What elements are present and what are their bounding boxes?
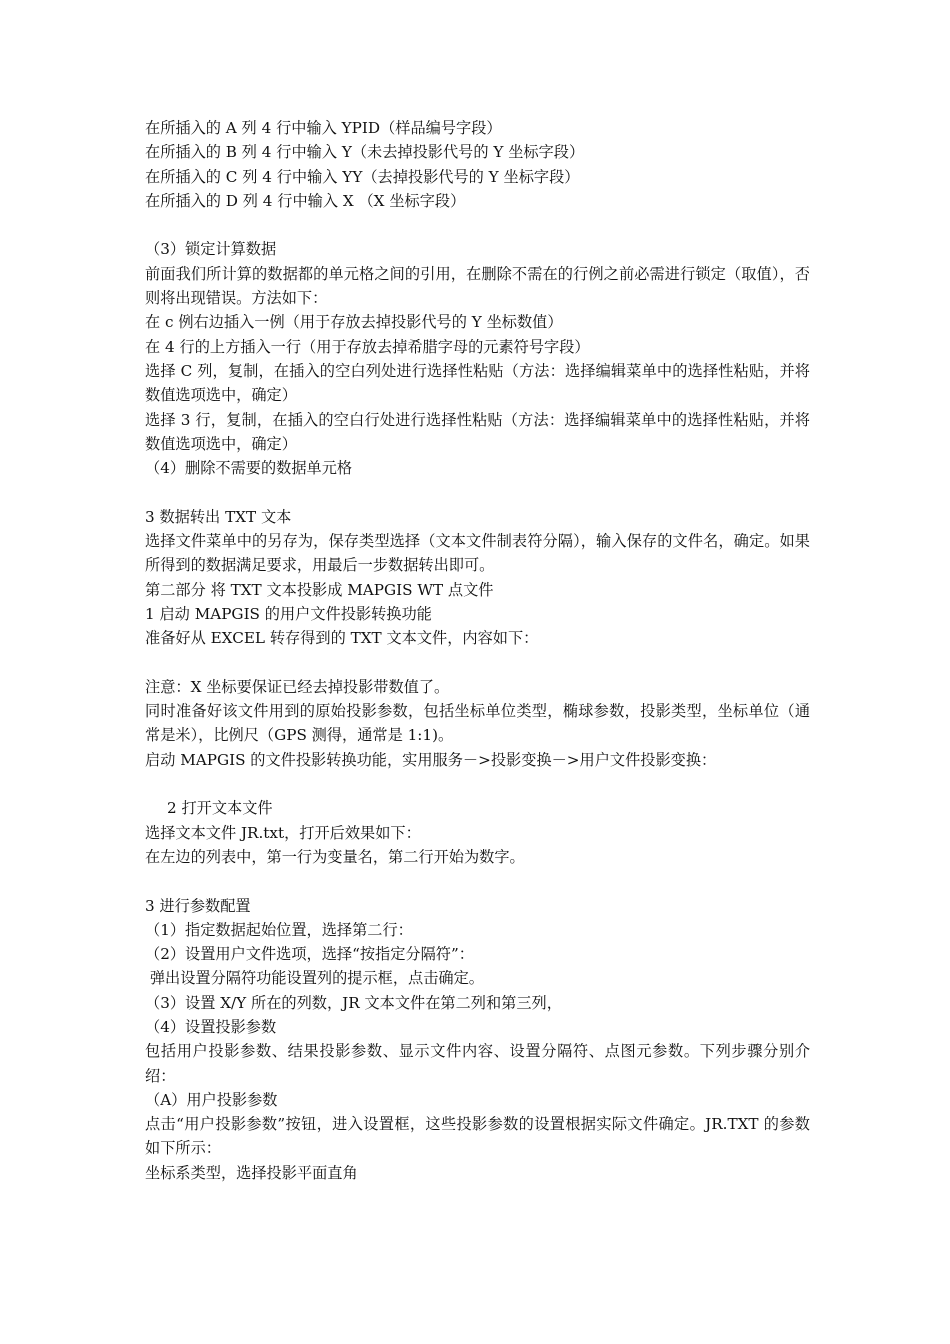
paragraph-line: 选择文本文件 JR.txt，打开后效果如下： bbox=[145, 823, 421, 842]
paragraph-line: 在所插入的 C 列 4 行中输入 YY（去掉投影代号的 Y 坐标字段） bbox=[145, 167, 580, 186]
blank-line bbox=[145, 480, 810, 504]
paragraph-line: （A）用户投影参数 bbox=[145, 1090, 278, 1109]
paragraph-line: 坐标系类型，选择投影平面直角 bbox=[145, 1163, 358, 1182]
section-heading: 3 数据转出 TXT 文本 bbox=[145, 507, 292, 526]
paragraph-line: （4）设置投影参数 bbox=[145, 1017, 277, 1036]
paragraph-line: 在所插入的 D 列 4 行中输入 X （X 坐标字段） bbox=[145, 191, 466, 210]
paragraph-line: （1）指定数据起始位置，选择第二行： bbox=[145, 920, 413, 939]
paragraph-line: 弹出设置分隔符功能设置列的提示框，点击确定。 bbox=[145, 969, 484, 988]
paragraph-line: 准备好从 EXCEL 转存得到的 TXT 文本文件，内容如下： bbox=[145, 629, 539, 648]
paragraph: 选择文件菜单中的另存为，保存类型选择（文本文件制表符分隔），输入保存的文件名，确定。如果所得到的数据满足要求，用最后一步数据转出即可。 bbox=[145, 532, 810, 575]
blank-line bbox=[145, 869, 810, 893]
section-heading: 2 打开文本文件 bbox=[167, 799, 273, 818]
paragraph-line: 在左边的列表中，第一行为变量名，第二行开始为数字。 bbox=[145, 847, 525, 866]
note-line: 注意：X 坐标要保证已经去掉投影带数值了。 bbox=[145, 677, 450, 696]
blank-line bbox=[145, 213, 810, 237]
part-heading: 第二部分 将 TXT 文本投影成 MAPGIS WT 点文件 bbox=[145, 580, 494, 599]
paragraph: 前面我们所计算的数据都的单元格之间的引用，在删除不需在的行例之前必需进行锁定（取值），否则将出现错误。方法如下： bbox=[145, 264, 810, 308]
paragraph-line: 在所插入的 A 列 4 行中输入 YPID（样品编号字段） bbox=[145, 119, 502, 137]
paragraph-line: 在所插入的 B 列 4 行中输入 Y（未去掉投影代号的 Y 坐标字段） bbox=[145, 143, 585, 162]
paragraph: 同时准备好该文件用到的原始投影参数，包括坐标单位类型，椭球参数，投影类型，坐标单位（通常是米），比例尺（GPS 测得，通常是 1:1)。 bbox=[145, 702, 810, 745]
paragraph: 选择 3 行，复制，在插入的空白行处进行选择性粘贴（方法：选择编辑菜单中的选择性粘贴，并将数值选项选中，确定） bbox=[145, 410, 810, 453]
paragraph: 点击“用户投影参数”按钮，进入设置框，这些投影参数的设置根据实际文件确定。JR.TXT 的参数如下所示： bbox=[145, 1115, 810, 1158]
section-heading: （3）锁定计算数据 bbox=[145, 240, 277, 259]
paragraph-line: （3）设置 X/Y 所在的列数，JR 文本文件在第二列和第三列， bbox=[145, 993, 562, 1012]
paragraph-line: 启动 MAPGIS 的文件投影转换功能，实用服务－>投影变换－>用户文件投影变换： bbox=[145, 750, 717, 769]
section-heading: 3 进行参数配置 bbox=[145, 896, 251, 915]
blank-line bbox=[145, 651, 810, 675]
paragraph-line: 在 c 例右边插入一例（用于存放去掉投影代号的 Y 坐标数值） bbox=[145, 313, 563, 332]
blank-line bbox=[145, 772, 810, 796]
section-heading: 1 启动 MAPGIS 的用户文件投影转换功能 bbox=[145, 604, 432, 623]
paragraph: 包括用户投影参数、结果投影参数、显示文件内容、设置分隔符、点图元参数。下列步骤分别介绍： bbox=[145, 1042, 810, 1085]
document-body bbox=[145, 116, 810, 1185]
paragraph: 选择 C 列，复制，在插入的空白列处进行选择性粘贴（方法：选择编辑菜单中的选择性粘贴，并将数值选项选中，确定） bbox=[145, 361, 810, 405]
paragraph-line: （2）设置用户文件选项，选择“按指定分隔符”： bbox=[145, 945, 474, 964]
paragraph-line: 在 4 行的上方插入一行（用于存放去掉希腊字母的元素符号字段） bbox=[145, 337, 590, 356]
section-heading: （4）删除不需要的数据单元格 bbox=[145, 459, 353, 478]
